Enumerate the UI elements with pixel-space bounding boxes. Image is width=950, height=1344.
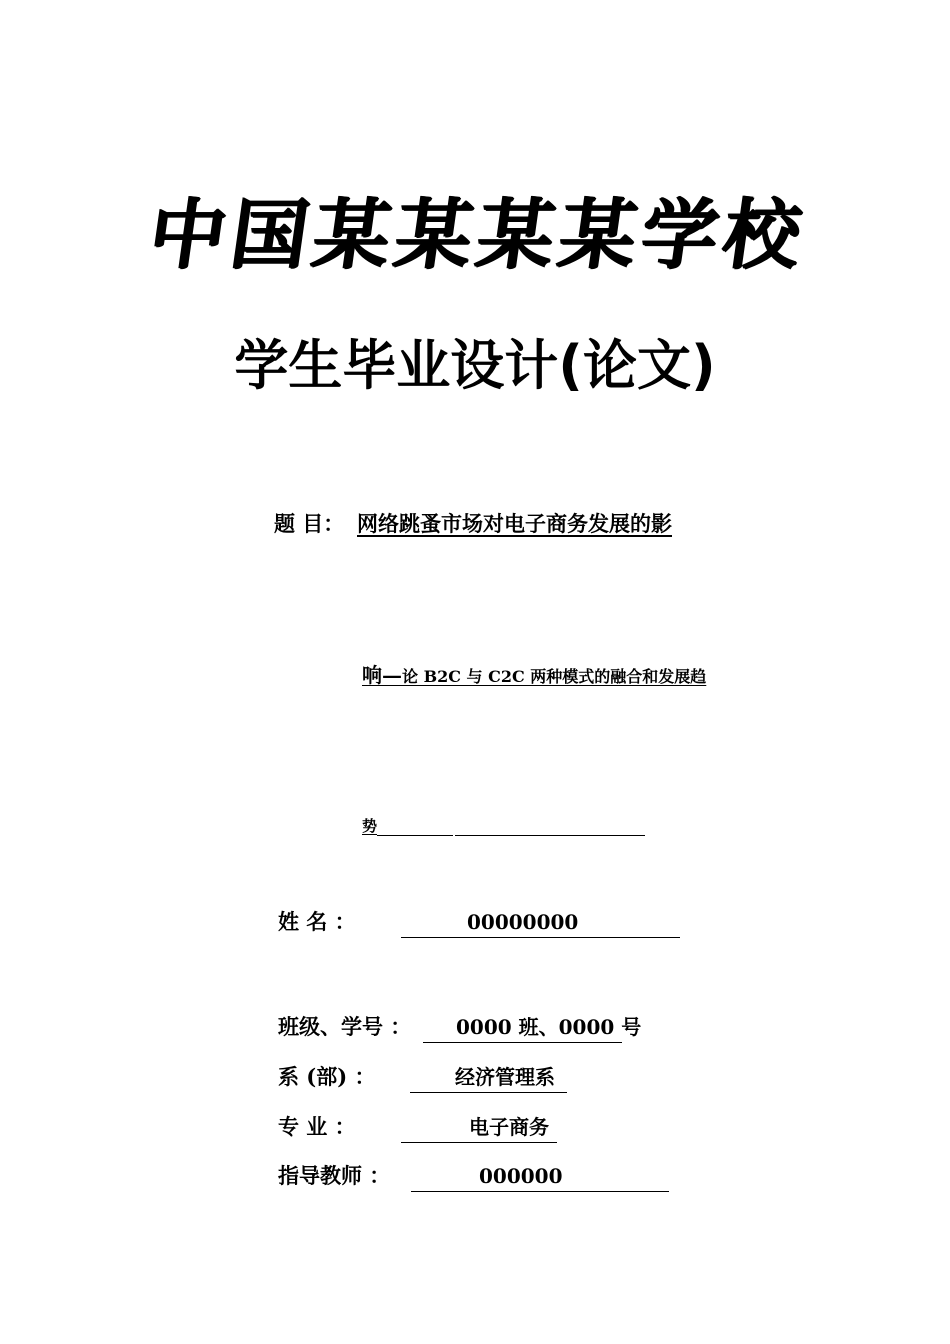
class-id-field bbox=[423, 1011, 642, 1043]
name-value: 00000000 bbox=[467, 910, 579, 934]
major-label: 专 业 ： bbox=[278, 1114, 356, 1139]
major-field bbox=[401, 1111, 557, 1143]
department-field bbox=[410, 1061, 567, 1093]
department-label: 系 (部) ： bbox=[278, 1064, 376, 1089]
name-field bbox=[401, 906, 680, 938]
advisor-field bbox=[411, 1160, 669, 1192]
title-line-2-lead: 响— bbox=[362, 663, 402, 687]
title-line-2-rest: 论 B2C 与 C2C 两种模式的融合和发展趋 bbox=[402, 667, 707, 686]
advisor-value: 000000 bbox=[479, 1164, 563, 1188]
title-line-2 bbox=[362, 660, 706, 692]
title-line-3-text: 势 bbox=[362, 817, 378, 835]
title-underline-fill-2 bbox=[455, 815, 645, 836]
department-value: 经济管理系 bbox=[455, 1065, 555, 1089]
title-line-3 bbox=[362, 812, 645, 840]
major-value: 电子商务 bbox=[469, 1115, 549, 1139]
title-label: 题 目： bbox=[274, 511, 345, 536]
title-line-1: 网络跳蚤市场对电子商务发展的影 bbox=[357, 511, 672, 536]
name-label: 姓 名 ： bbox=[278, 909, 356, 934]
title-underline-fill-1 bbox=[377, 815, 453, 836]
class-id-value: 0000 班、0000 号 bbox=[456, 1015, 642, 1039]
document-type-heading: 学生毕业设计(论文) bbox=[234, 334, 716, 397]
advisor-label: 指导教师 ： bbox=[278, 1163, 391, 1188]
class-id-label: 班级、学号 ： bbox=[278, 1014, 412, 1039]
school-name: 中国某某某某学校 bbox=[143, 190, 813, 279]
